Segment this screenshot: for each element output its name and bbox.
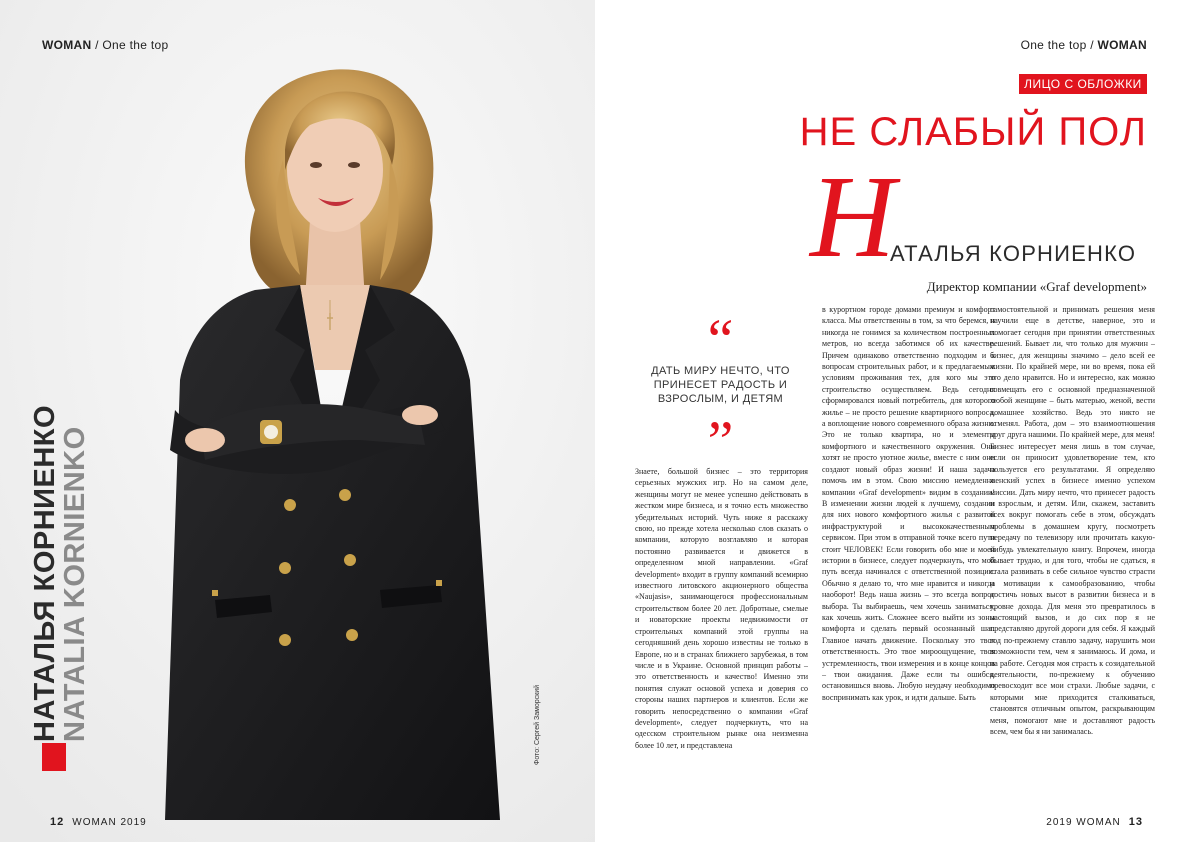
quote-close-mark: ”	[707, 409, 734, 474]
column-1-text: Знаете, большой бизнес – это территория серьезных мужских игр. Но на самом деле, женщины могут не менее успешно действовать в жестком мире бизнеса, и я точно есть множество убедительных историй. Чуть ниже я расскажу свою, но прежде хотела несколько слов сказать о компании, которую возглавляю и которая постоянно развивается и движется в определенном мной направлении. «Graf development» входит в группу компаний всемирно известного литовского акционерного общества «Naujasis», занимающегося профессиональным строительством более 20 лет. Добротные, смелые и новаторские проекты недвижимости от строительных компаний этой группы на сегодняшний день хорошо известны не только в Европе, но и в странах ближнего зарубежья, в том числе и в Украине. Основной принцип работы – это ответственность и качество! Именно эти понятия служат основой успеха и доверия со стороны наших партнеров и клиентов. Если же говорить непосредственно о компании «Graf development», следует подчеркнуть, что на одесском строительном рынке она неизменна более 10 лет, и представлена	[635, 467, 808, 750]
column-3-text: самостоятельной и принимать решения меня научили еще в детстве, наверное, это и помогает сегодня при принятии ответственных решений. Бывает ли, что только для мужчин – бизнес, для женщины значимо – дело всей ее жизни. По крайней мере, ни во время, пока ей это дело нравится. Но и интересно, как можно совмещать его с основной предназначенной любой женщине – быть матерью, женой, вести домашнее хозяйство. Ведь это никто не отменял. Работа, дом – это взаимоотношения друг друга нашими. По крайней мере, для меня! Бизнес интересует меня лишь в том случае, если он приносит удовлетворение тем, кто пользуется его результатами. Я определяю женский успех в бизнесе именно успехом миссии. Дать миру нечто, что принесет радость и взрослым, и детям. Или, скажем, заставить всех вокруг помогать себе в этом, обсуждать проблемы в домашнем кругу, посмотреть передачу по телевизору или прочитать какую-нибудь увлекательную книгу. Впрочем, иногда бывает трудно, и для того, чтобы не сдаться, я стала развивать в себе сильное чувство страсти и мотивации к самообразованию, чтобы достичь новых высот в развитии бизнеса и в уровне дохода. Для меня это превратилось в настоящий вызов, и до сих пор я не представляю другой дороги для себя. Я каждый год по-прежнему ставлю задачу, нарушить мои возможности тем, чем я занимаюсь. И дома, и на работе. Сегодня моя страсть к созидательной деятельности, по-прежнему к обучению превосходит все мои страхи. Любые задачи, с которыми мне приходится сталкиваться, становятся отличным опытом, раскрывающим меня, помогают мне и доставляют радость всем, чем бы я ни занималась.	[990, 305, 1155, 737]
article-title: НЕ СЛАБЫЙ ПОЛ	[799, 110, 1147, 154]
footer-right	[1046, 816, 1151, 828]
footer-magazine-left: WOMAN 2019	[72, 817, 147, 828]
footer-left	[42, 816, 147, 828]
right-page	[595, 0, 1191, 842]
left-page	[0, 0, 595, 842]
vertical-name-en: NATALIA KORNIENKO	[59, 426, 91, 742]
person-name: АТАЛЬЯ КОРНИЕНКО	[890, 241, 1137, 266]
photo-credit: Фото: Сергей Заморский	[534, 684, 541, 765]
running-header-left	[42, 38, 168, 52]
header-separator: /	[91, 38, 103, 52]
article-column-2	[822, 304, 995, 806]
header-section: One the top	[1020, 38, 1087, 52]
page-number-right: 13	[1128, 816, 1143, 828]
person-position: Директор компании «Graf development»	[926, 279, 1147, 294]
article-column-1	[635, 466, 808, 806]
pull-quote	[633, 307, 808, 478]
section-rubric: ЛИЦО С ОБЛОЖКИ	[1019, 74, 1147, 94]
article-column-3	[990, 304, 1155, 772]
name-initial: Н	[810, 151, 896, 282]
running-header-right	[1021, 38, 1147, 52]
quote-open-mark: “	[707, 307, 734, 372]
magazine-brand: WOMAN	[42, 38, 92, 52]
vertical-name	[30, 405, 90, 742]
pull-quote-text: ДАТЬ МИРУ НЕЧТО, ЧТО ПРИНЕСЕТ РАДОСТЬ И ВЗРОСЛЫМ, И ДЕТЯМ	[651, 365, 790, 405]
column-2-text: в курортном городе домами премиум и комфорт класса. Мы ответственны в том, за что беремся, и никогда не гонимся за количеством построенных метров, но всегда заботимся об их качестве. Причем одинаково ответственно подходим и к вопросам строительных работ, и к предлагаемым условиям проживания тех, для кого мы это строительство осуществляем. Ведь сегодня сформировался новый потребитель, для которого жилье – не просто решение квартирного вопроса, а воплощение нового современного образа жизни. Это не только квартира, но и элементы комфортного и качественного окружения. Они хотят не просто уютное жилье, вместе с ним они создают новый образ жизни! И наша задача помочь им в этом. Свою миссию немедленно компании «Graf development» видим в создании! В изменении жизни людей к лучшему, создании для них нового комфортного жилья с развитой инфраструктурой и высококачественным сервисом. При этом в отправной точке всего пути стоит ЧЕЛОВЕК! Если говорить обо мне и моей истории в бизнесе, следует подчеркнуть, что мой путь всегда начинался с ответственной позиции. Обычно я делаю то, что мне нравится и никогда наоборот! Ведь наша жизнь – это всегда вопрос выбора. Ты выбираешь, чем хочешь заниматься, как хочешь жить. Сложнее всего выйти из зоны комфорта и сделать первый осознанный шаг. Главное начать движение. Поскольку это твоя ответственность. Это твое мироощущение, твоя устремленность, твои измерения и в конце концов – твои ожидания. Даже если ты ошибся, остановишься вновь. Любую неудачу необходимо воспринимать как урок, и идти дальше. Быть	[822, 305, 995, 702]
red-accent-square	[42, 743, 66, 771]
page-number-left: 12	[50, 816, 65, 828]
header-separator: /	[1086, 38, 1098, 52]
vertical-name-ru: НАТАЛЬЯ КОРНИЕНКО	[29, 404, 61, 742]
header-section: One the top	[102, 38, 169, 52]
footer-magazine-right: 2019 WOMAN	[1046, 817, 1121, 828]
magazine-brand: WOMAN	[1097, 38, 1147, 52]
